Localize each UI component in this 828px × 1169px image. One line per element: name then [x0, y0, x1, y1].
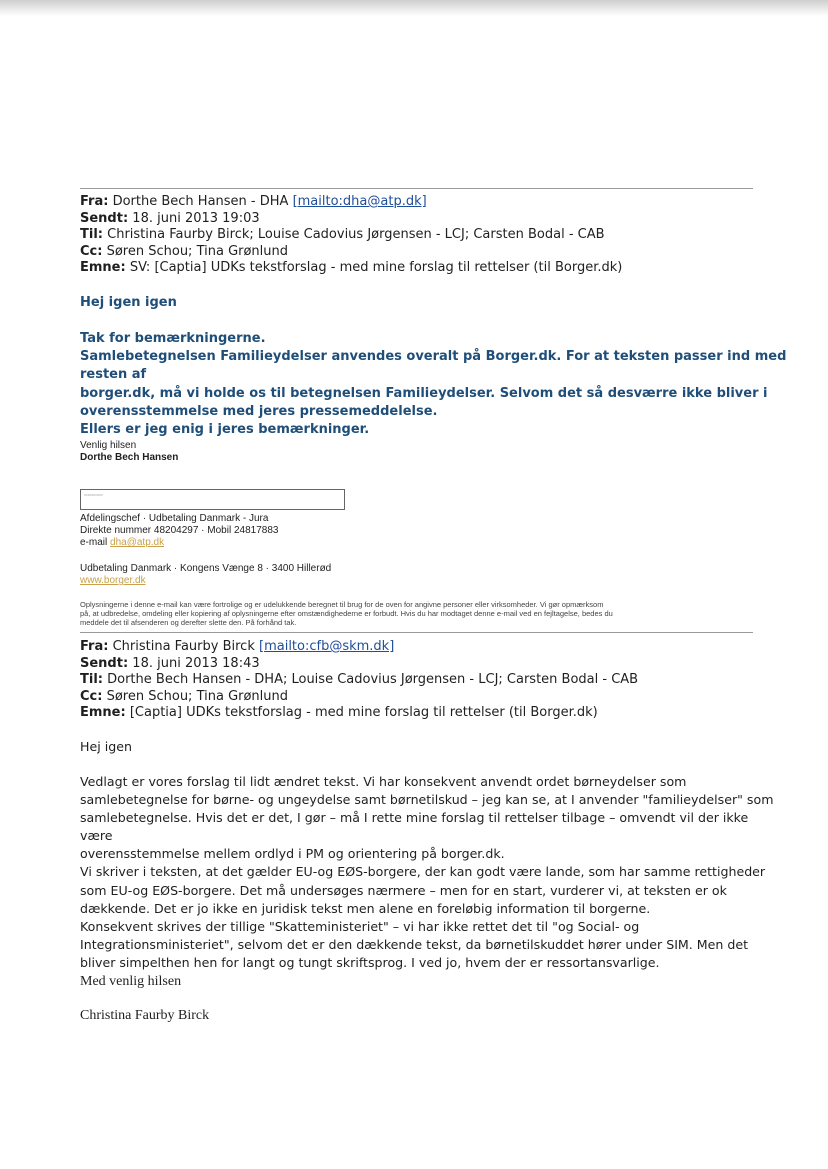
cc-row — [80, 244, 622, 261]
scan-edge — [0, 0, 828, 16]
logo-placeholder-icon: ▭▭▭▭▭ — [84, 492, 103, 497]
disclaimer-line: meddele det til afsenderen og derefter slette den. På forhånd tak. — [80, 618, 297, 627]
sent-label: Sendt: — [80, 655, 129, 671]
body-line: samlebetegnelse for børne- og ungeydelse samt børnetilskud – jeg kan se, at I anvender "familieydelser" som — [80, 792, 774, 808]
body-line: dækkende. Det er jo ikke en juridisk tekst men alene en foreløbig information til borgerne. — [80, 900, 651, 916]
signature-address: Udbetaling Danmark · Kongens Vænge 8 · 3400 Hillerød — [80, 563, 332, 574]
body-line: Ellers er jeg enig i jeres bemærkninger. — [80, 422, 370, 438]
body-line: overensstemmelse med jeres pressemeddelelse. — [80, 403, 438, 419]
body-line: Konsekvent skrives der tillige "Skatteministeriet" – vi har ikke rettet det til "og Social- og — [80, 918, 640, 934]
to-label: Til: — [80, 672, 103, 687]
email1-body — [80, 330, 828, 439]
from-label: Fra: — [80, 194, 109, 209]
email2-signature-name: Christina Faurby Birck — [80, 1008, 210, 1023]
sent-label: Sendt: — [80, 210, 129, 226]
from-row — [80, 639, 638, 656]
signature-title: Afdelingschef · Udbetaling Danmark - Jura — [80, 513, 269, 524]
cc-label: Cc: — [80, 243, 103, 259]
signature-address-block — [80, 563, 331, 587]
header-divider — [80, 188, 753, 189]
subject-value: [Captia] UDKs tekstforslag - med mine forslag til rettelser (til Borger.dk) — [129, 705, 598, 720]
email2-greeting: Hej igen — [80, 739, 132, 754]
cc-value: Søren Schou; Tina Grønlund — [106, 688, 289, 704]
body-line: Integrationsministeriet", selvom det er den dækkende tekst, da børnetilskuddet hører under SIM. Men det — [80, 936, 749, 952]
body-line: overensstemmelse mellem ordlyd i PM og orientering på borger.dk. — [80, 846, 505, 862]
sent-row — [80, 656, 638, 673]
to-value: Dorthe Bech Hansen - DHA; Louise Cadovius Jørgensen - LCJ; Carsten Bodal - CAB — [107, 672, 639, 687]
body-line: Samlebetegnelsen Familieydelser anvendes overalt på Borger.dk. For at teksten passer ind med resten af — [80, 349, 787, 383]
header-divider — [80, 632, 753, 633]
disclaimer — [80, 600, 760, 627]
cc-row — [80, 689, 638, 706]
signature-logo — [80, 489, 345, 510]
subject-value: SV: [Captia] UDKs tekstforslag - med mine forslag til rettelser (til Borger.dk) — [129, 260, 623, 275]
email2-body — [80, 773, 780, 972]
email-label: e-mail — [80, 537, 108, 548]
subject-row — [80, 260, 622, 277]
signature-name: Dorthe Bech Hansen — [80, 452, 179, 463]
signature-email-row — [80, 537, 278, 549]
to-value: Christina Faurby Birck; Louise Cadovius Jørgensen - LCJ; Carsten Bodal - CAB — [107, 227, 605, 242]
signature-email-link[interactable]: dha@atp.dk — [110, 537, 165, 548]
body-line: samlebetegnelse. Hvis det er det, I gør – må I rette mine forslag til rettelser tilbage – omvendt vil der ikke være — [80, 810, 749, 844]
from-label: Fra: — [80, 639, 109, 654]
email2-header — [80, 639, 638, 722]
email2-closing: Med venlig hilsen — [80, 974, 182, 989]
sent-value: 18. juni 2013 19:03 — [132, 210, 260, 226]
sent-value: 18. juni 2013 18:43 — [132, 655, 260, 671]
disclaimer-line: på, at udbredelse, omdeling eller kopiering af oplysningerne efter omstændighederne er forbudt. Hvis du har modtaget denne e-mail ved en fejltagelse, bedes du — [80, 609, 613, 618]
body-line: Vi skriver i teksten, at det gælder EU-og EØS-borgere, der kan godt være lande, som har samme rettigheder — [80, 864, 766, 880]
email1-header — [80, 194, 622, 277]
subject-row — [80, 705, 638, 722]
to-label: Til: — [80, 227, 103, 242]
signature-contact — [80, 513, 278, 549]
website-link[interactable]: www.borger.dk — [80, 575, 146, 586]
from-mailto-link[interactable]: [mailto:cfb@skm.dk] — [259, 639, 395, 654]
body-line: Tak for bemærkningerne. — [80, 331, 266, 346]
from-value: Christina Faurby Birck — [112, 639, 255, 654]
to-row — [80, 227, 622, 244]
email1-greeting: Hej igen igen — [80, 295, 177, 310]
body-line: bliver simpelthen hen for langt og tungt skriftsprog. I ved jo, hvem der er ressortansvarlige. — [80, 954, 660, 970]
cc-value: Søren Schou; Tina Grønlund — [106, 243, 289, 259]
body-line: Vedlagt er vores forslag til lidt ændret tekst. Vi har konsekvent anvendt ordet børneydelser som — [80, 774, 687, 789]
body-line: som EU-og EØS-borgere. Det må undersøges nærmere – men for en start, vurderer vi, at teksten er ok — [80, 882, 727, 898]
signature-block — [80, 440, 178, 464]
disclaimer-line: Oplysningerne i denne e-mail kan være fortrolige og er udelukkende beregnet til brug for de oven for angivne personer eller virksomheder. Vi gør opmærksom — [80, 600, 604, 609]
sent-row — [80, 211, 622, 228]
signature-closing: Venlig hilsen — [80, 440, 137, 451]
from-row — [80, 194, 622, 211]
from-mailto-link[interactable]: [mailto:dha@atp.dk] — [292, 194, 427, 209]
from-value: Dorthe Bech Hansen - DHA — [112, 194, 289, 209]
cc-label: Cc: — [80, 688, 103, 704]
subject-label: Emne: — [80, 260, 126, 275]
to-row — [80, 672, 638, 689]
body-line: borger.dk, må vi holde os til betegnelsen Familieydelser. Selvom det så desværre ikke bliver i — [80, 385, 768, 401]
subject-label: Emne: — [80, 705, 126, 720]
signature-phones: Direkte nummer 48204297 · Mobil 24817883 — [80, 525, 279, 536]
